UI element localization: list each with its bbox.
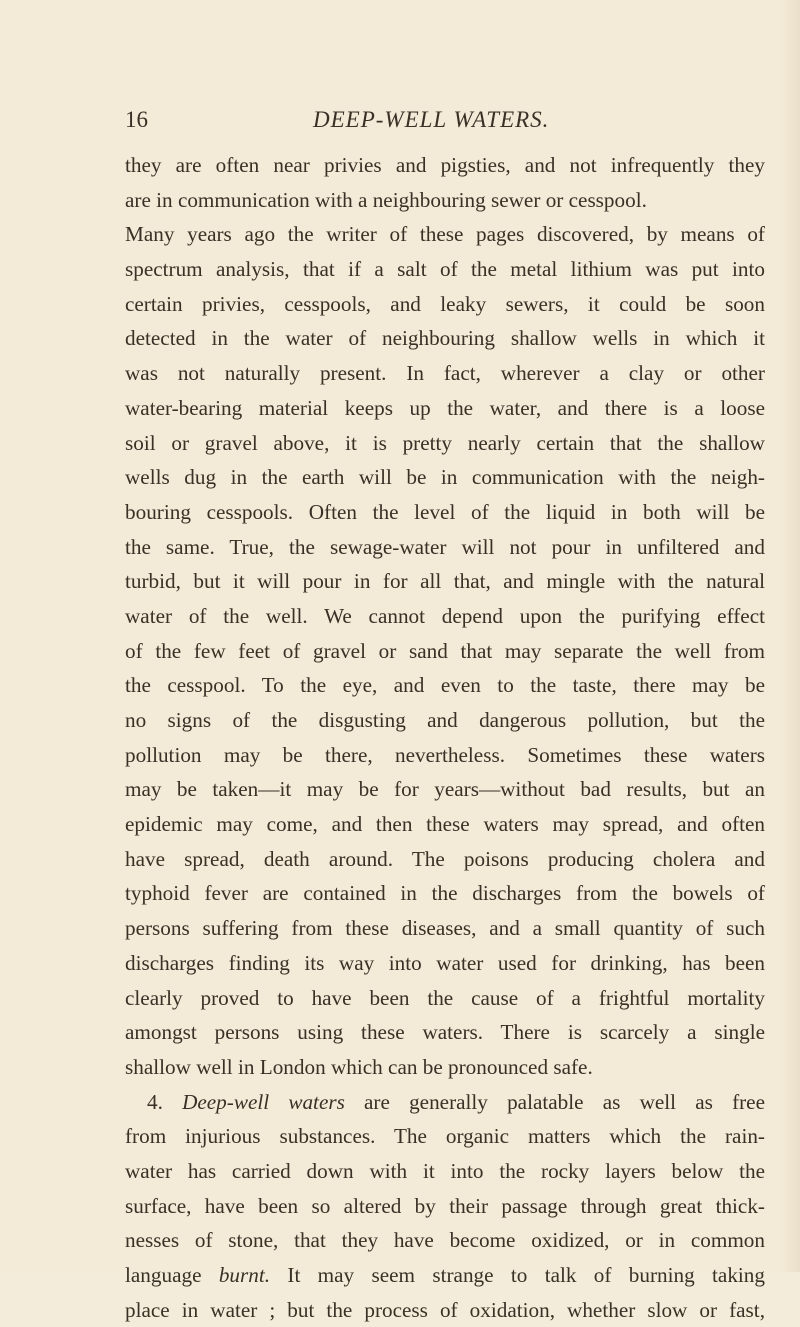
running-title: DEEP-WELL WATERS. xyxy=(313,107,550,132)
text-line: the cesspool. To the eye, and even to the taste, there may be xyxy=(125,673,765,698)
text-line: water has carried down with it into the rocky layers below the xyxy=(125,1158,765,1183)
page-number: 16 xyxy=(125,107,148,132)
paragraph-number: 4. xyxy=(147,1089,163,1114)
text-line: was not naturally present. In fact, wherever a clay or other xyxy=(125,361,765,386)
text-line: Many years ago the writer of these pages discovered, by means of xyxy=(125,222,765,247)
text-fragment: are generally palatable as well as free xyxy=(364,1089,765,1114)
text-line: turbid, but it will pour in for all that, and mingle with the natural xyxy=(125,569,765,594)
text-line: surface, have been so altered by their passage through great thick- xyxy=(125,1193,765,1218)
text-line: water of the well. We cannot depend upon the purifying effect xyxy=(125,603,765,628)
text-fragment: language xyxy=(125,1263,202,1287)
text-line: may be taken—it may be for years—without bad results, but an xyxy=(125,777,765,802)
text-line: epidemic may come, and then these waters may spread, and often xyxy=(125,812,765,837)
text-line: from injurious substances. The organic matters which the rain- xyxy=(125,1124,765,1149)
text-line: they are often near privies and pigsties, and not infrequently they xyxy=(125,153,765,177)
text-line: have spread, death around. The poisons producing cholera and xyxy=(125,846,765,871)
text-line: clearly proved to have been the cause of a frightful mortality xyxy=(125,985,765,1010)
text-line: no signs of the disgusting and dangerous pollution, but the xyxy=(125,708,765,732)
text-line: shallow well in London which can be pronounced safe. xyxy=(125,1054,593,1079)
text-line: pollution may be there, nevertheless. Sometimes these waters xyxy=(125,742,765,767)
text-line: amongst persons using these waters. There is scarcely a single xyxy=(125,1020,765,1045)
text-line: nesses of stone, that they have become oxidized, or in common xyxy=(125,1228,765,1253)
text-fragment: It may seem strange to talk of burning taking xyxy=(287,1263,765,1287)
text-line: of the few feet of gravel or sand that may separate the well from xyxy=(125,638,765,663)
italic-term-deep-well-waters: Deep-well waters xyxy=(182,1089,345,1114)
text-line: water-bearing material keeps up the water, and there is a loose xyxy=(125,395,765,420)
text-line: are in communication with a neighbouring sewer or cesspool. xyxy=(125,187,647,212)
text-line: certain privies, cesspools, and leaky sewers, it could be soon xyxy=(125,291,765,316)
text-line: spectrum analysis, that if a salt of the metal lithium was put into xyxy=(125,257,765,282)
text-line: the same. True, the sewage-water will not pour in unfiltered and xyxy=(125,534,765,559)
text-line: bouring cesspools. Often the level of the liquid in both will be xyxy=(125,499,765,524)
text-line: place in water ; but the process of oxidation, whether slow or fast, xyxy=(125,1297,765,1322)
burnt-line xyxy=(125,1258,765,1293)
running-head xyxy=(125,104,765,136)
text-line: wells dug in the earth will be in communication with the neigh- xyxy=(125,465,765,490)
page-edge-shadow xyxy=(782,0,800,1272)
paragraph-4-first-line xyxy=(125,1085,765,1120)
text-line: detected in the water of neighbouring shallow wells in which it xyxy=(125,326,765,351)
text-line: soil or gravel above, it is pretty nearly certain that the shallow xyxy=(125,430,765,455)
text-line: persons suffering from these diseases, and a small quantity of such xyxy=(125,916,765,941)
body-text xyxy=(125,148,765,1327)
italic-term-burnt: burnt. xyxy=(218,1263,271,1287)
text-line: typhoid fever are contained in the discharges from the bowels of xyxy=(125,881,765,906)
text-line: discharges finding its way into water used for drinking, has been xyxy=(125,950,765,975)
